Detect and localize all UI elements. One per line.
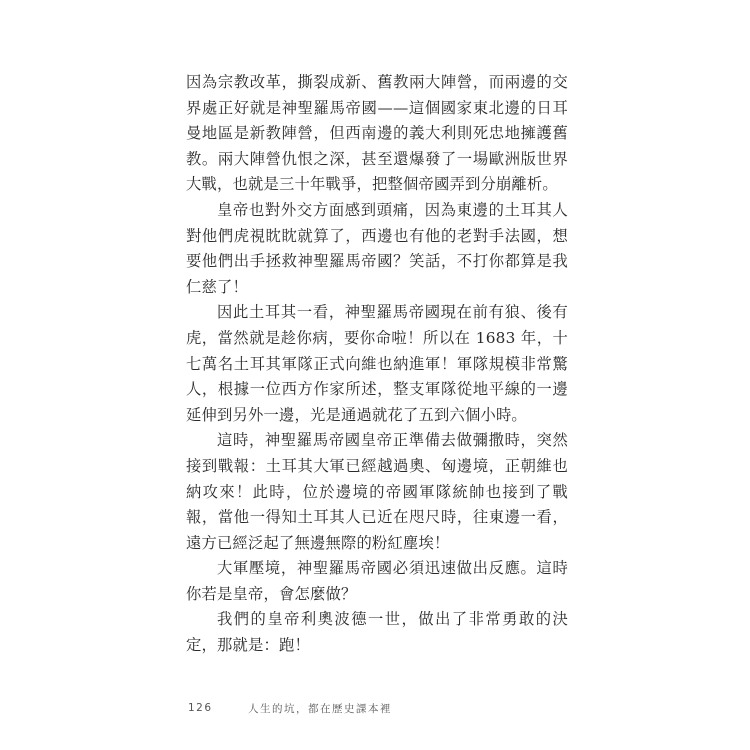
paragraph-5: 大軍壓境，神聖羅馬帝國必須迅速做出反應。這時你若是皇帝，會怎麼做？: [186, 559, 568, 603]
body-text: [186, 70, 568, 659]
page-number: 126: [188, 702, 213, 714]
paragraph-3: 因此土耳其一看，神聖羅馬帝國現在前有狼、後有虎，當然就是趁你病，要你命啦！所以在 1683 年，十七萬名土耳其軍隊正式向維也納進軍！軍隊規模非常驚人，根據一位西方作家所述，整支軍隊從地平線的一邊延伸到另外一邊，光是通過就花了五到六個小時。: [186, 303, 568, 424]
page-footer: [188, 698, 392, 718]
paragraph-2: 皇帝也對外交方面感到頭痛，因為東邊的土耳其人對他們虎視眈眈就算了，西邊也有他的老對手法國，想要他們出手拯救神聖羅馬帝國？笑話，不打你都算是我仁慈了！: [186, 200, 568, 296]
running-title: 人生的坑，都在歷史課本裡: [248, 702, 392, 715]
paragraph-6: 我們的皇帝利奧波德一世，做出了非常勇敢的決定，那就是：跑！: [186, 610, 568, 655]
paragraph-4: 這時，神聖羅馬帝國皇帝正準備去做彌撒時，突然接到戰報：土耳其大軍已經越過奧、匈邊境，正朝維也納攻來！此時，位於邊境的帝國軍隊統帥也接到了戰報，當他一得知土耳其人已近在咫尺時，往東邊一看，遠方已經泛起了無邊無際的粉紅塵埃！: [186, 431, 568, 552]
paragraph-1: 因為宗教改革，撕裂成新、舊教兩大陣營，而兩邊的交界處正好就是神聖羅馬帝國——這個國家東北邊的日耳曼地區是新教陣營，但西南邊的義大利則死忠地擁護舊教。兩大陣營仇恨之深，甚至還爆發了一場歐洲版世界大戰，也就是三十年戰爭，把整個帝國弄到分崩離析。: [186, 73, 568, 194]
